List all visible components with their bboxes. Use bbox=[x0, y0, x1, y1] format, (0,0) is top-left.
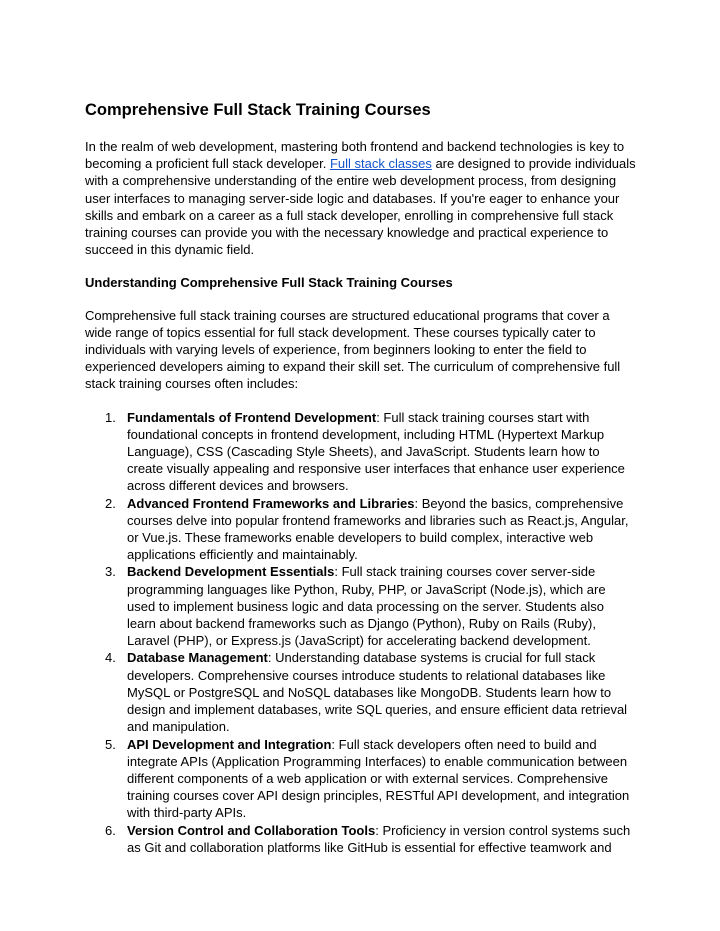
list-item-text: : Full stack developers often need to build and integrate APIs (Application Programming Interfaces) to enable communication between different components of a web application or with external services. Comprehensive training courses cover API design principles, RESTful API development, and integration with third-party APIs. bbox=[127, 736, 630, 821]
list-item bbox=[85, 736, 636, 822]
list-item-heading: Fundamentals of Frontend Development bbox=[127, 409, 377, 425]
list-item-number: 1. bbox=[105, 409, 116, 425]
list-item bbox=[85, 822, 636, 856]
list-item-heading: Backend Development Essentials bbox=[127, 564, 335, 580]
list-item-number: 4. bbox=[105, 650, 116, 666]
section-paragraph: Comprehensive full stack training courses are structured educational programs that cover a wide range of topics essential for full stack development. These courses typically cater to individuals with varying levels of experience, from beginners looking to enter the field to experienced developers aiming to expand their skill set. The curriculum of comprehensive full stack training courses often includes: bbox=[85, 307, 621, 392]
list-item-number: 5. bbox=[105, 736, 116, 752]
list-item-heading: Advanced Frontend Frameworks and Libraries bbox=[127, 495, 415, 511]
list-item-text: : Proficiency in version control systems such as Git and collaboration platforms like GitHub is essential for effective teamwork and bbox=[127, 822, 631, 855]
curriculum-list bbox=[85, 409, 636, 856]
list-item-heading: Database Management bbox=[127, 650, 268, 666]
intro-text-before-link: In the realm of web development, mastering both frontend and backend technologies is key to becoming a proficient full stack developer. bbox=[85, 139, 625, 172]
intro-paragraph bbox=[85, 138, 636, 258]
list-item bbox=[85, 495, 636, 564]
list-item bbox=[85, 409, 636, 495]
list-item-number: 6. bbox=[105, 822, 116, 838]
intro-text-after-link: are designed to provide individuals with a comprehensive understanding of the entire web development process, from designing user interfaces to managing server-side logic and databases. If you're eager to enhance your skills and embark on a career as a full stack developer, enrolling in comprehensive full stack training courses can provide you with the necessary knowledge and practical experience to succeed in this dynamic field. bbox=[85, 156, 636, 258]
list-item bbox=[85, 563, 636, 649]
list-item-number: 3. bbox=[105, 564, 116, 580]
list-item-heading: API Development and Integration bbox=[127, 736, 332, 752]
list-item-text: : Full stack training courses cover server-side programming languages like Python, Ruby, PHP, or JavaScript (Node.js), which are used to implement business logic and data processing on the server. Students also learn about backend frameworks such as Django (Python), Ruby on Rails (Ruby), Laravel (PHP), or Express.js (JavaScript) for accelerating backend development. bbox=[127, 564, 606, 649]
page-title: Comprehensive Full Stack Training Courses bbox=[85, 101, 431, 119]
list-item bbox=[85, 649, 636, 735]
full-stack-classes-link[interactable]: Full stack classes bbox=[329, 156, 432, 172]
list-item-text: : Full stack training courses start with foundational concepts in frontend development, including HTML (Hypertext Markup Language), CSS (Cascading Style Sheets), and JavaScript. Students learn how to create visually appealing and responsive user interfaces that enhance user experience across different devices and browsers. bbox=[127, 409, 625, 494]
list-item-number: 2. bbox=[105, 495, 116, 511]
section-heading: Understanding Comprehensive Full Stack Training Courses bbox=[85, 275, 453, 291]
list-item-text: : Beyond the basics, comprehensive courses delve into popular frontend frameworks and libraries such as React.js, Angular, or Vue.js. These frameworks enable developers to build complex, interactive web applications efficiently and maintainably. bbox=[127, 495, 629, 563]
list-item-text: : Understanding database systems is crucial for full stack developers. Comprehensive courses introduce students to relational databases like MySQL or PostgreSQL and NoSQL databases like MongoDB. Students learn how to design and implement databases, write SQL queries, and ensure efficient data retrieval and manipulation. bbox=[127, 650, 628, 735]
list-item-heading: Version Control and Collaboration Tools bbox=[127, 822, 376, 838]
